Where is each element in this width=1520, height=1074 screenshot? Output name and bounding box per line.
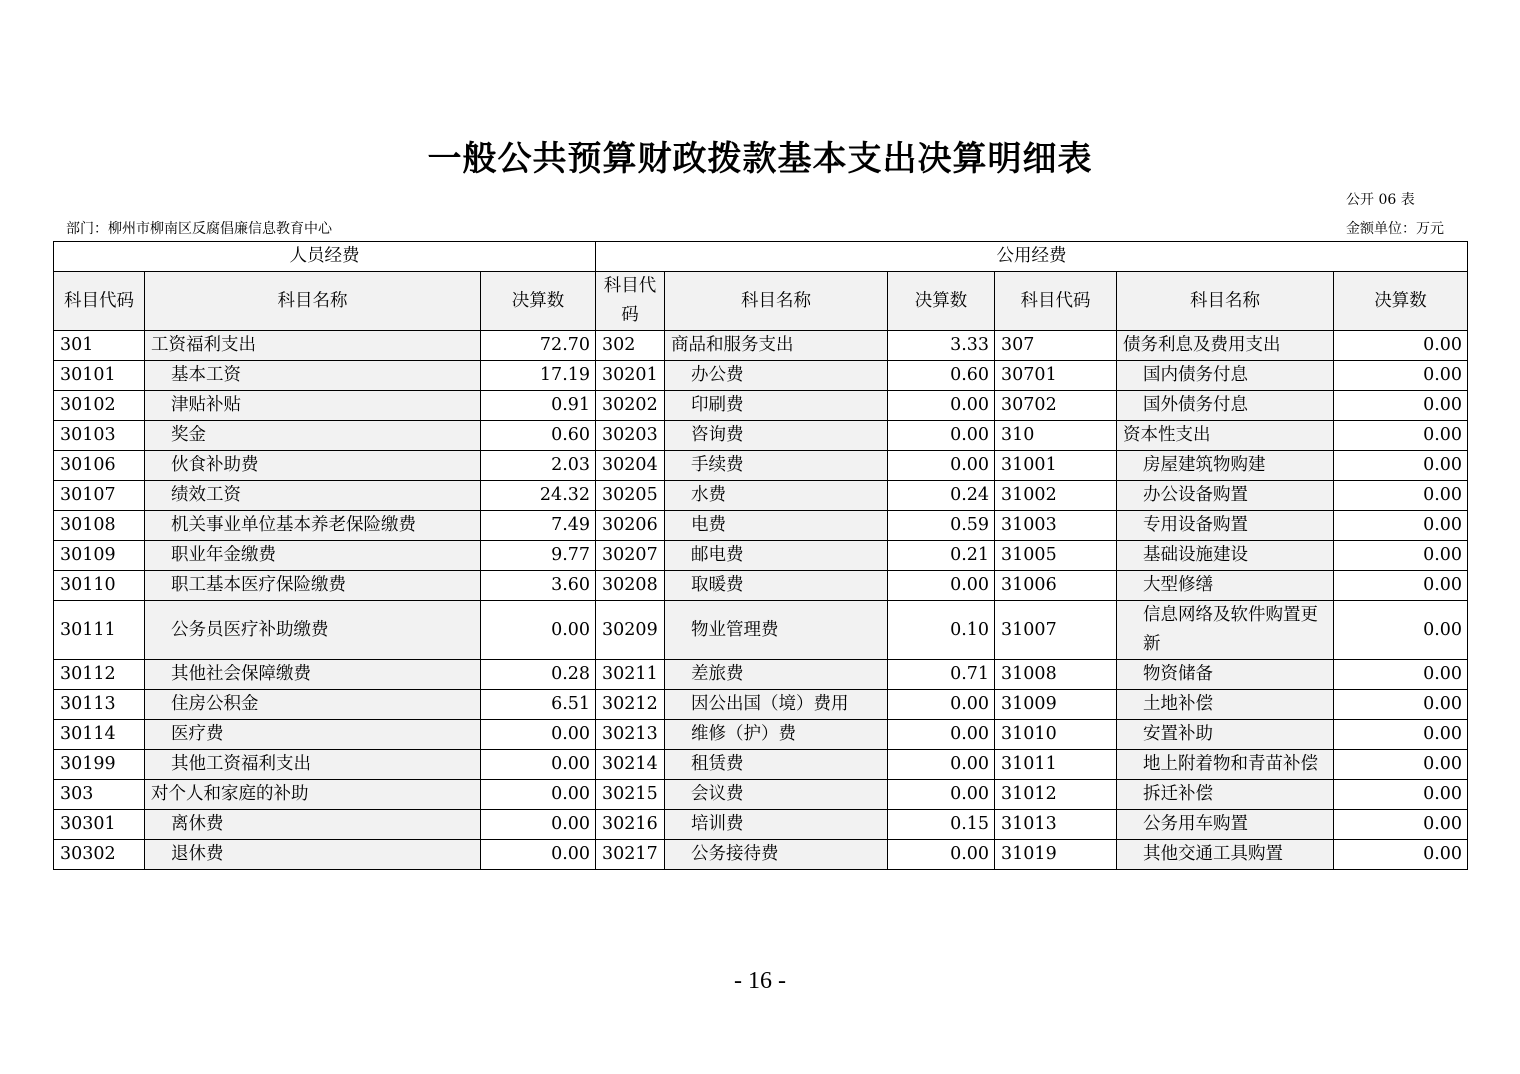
table-row	[54, 331, 1468, 361]
department-label: 部门：柳州市柳南区反腐倡廉信息教育中心	[66, 221, 332, 237]
table-row	[54, 601, 1468, 660]
cell-name: 办公费	[665, 361, 888, 391]
cell-name: 大型修缮	[1117, 571, 1334, 601]
cell-code: 31002	[995, 481, 1117, 511]
cell-name: 拆迁补偿	[1117, 780, 1334, 810]
cell-code: 30110	[54, 571, 145, 601]
table-row	[54, 391, 1468, 421]
cell-name: 公务用车购置	[1117, 810, 1334, 840]
cell-name: 公务员医疗补助缴费	[145, 601, 481, 660]
cell-amount: 7.49	[481, 511, 596, 541]
cell-name: 物业管理费	[665, 601, 888, 660]
cell-code: 30209	[596, 601, 665, 660]
cell-code: 31006	[995, 571, 1117, 601]
cell-amount: 0.59	[888, 511, 995, 541]
cell-name: 国内债务付息	[1117, 361, 1334, 391]
table-row	[54, 720, 1468, 750]
cell-amount: 0.00	[888, 840, 995, 870]
cell-amount: 0.00	[888, 690, 995, 720]
table-row	[54, 780, 1468, 810]
cell-name: 其他社会保障缴费	[145, 660, 481, 690]
cell-name: 奖金	[145, 421, 481, 451]
cell-name: 土地补偿	[1117, 690, 1334, 720]
cell-amount: 0.60	[481, 421, 596, 451]
cell-code: 301	[54, 331, 145, 361]
cell-name: 津贴补贴	[145, 391, 481, 421]
cell-amount: 0.71	[888, 660, 995, 690]
cell-code: 30207	[596, 541, 665, 571]
cell-amount: 0.00	[1334, 780, 1468, 810]
cell-code: 30109	[54, 541, 145, 571]
cell-amount: 0.60	[888, 361, 995, 391]
cell-amount: 0.00	[1334, 750, 1468, 780]
cell-code: 30701	[995, 361, 1117, 391]
cell-name: 因公出国（境）费用	[665, 690, 888, 720]
cell-code: 30102	[54, 391, 145, 421]
cell-code: 30216	[596, 810, 665, 840]
header-name-capital: 科目名称	[1117, 272, 1334, 331]
cell-amount: 0.00	[1334, 840, 1468, 870]
cell-name: 取暖费	[665, 571, 888, 601]
header-amount-goods: 决算数	[888, 272, 995, 331]
cell-code: 30208	[596, 571, 665, 601]
table-row	[54, 541, 1468, 571]
unit-label: 金额单位：万元	[1346, 221, 1444, 237]
cell-amount: 0.00	[481, 810, 596, 840]
cell-name: 维修（护）费	[665, 720, 888, 750]
header-name-personnel: 科目名称	[145, 272, 481, 331]
cell-amount: 0.15	[888, 810, 995, 840]
cell-code: 30302	[54, 840, 145, 870]
cell-name: 住房公积金	[145, 690, 481, 720]
cell-code: 30213	[596, 720, 665, 750]
header-code-capital: 科目代码	[995, 272, 1117, 331]
cell-name: 职业年金缴费	[145, 541, 481, 571]
table-row	[54, 571, 1468, 601]
cell-code: 31013	[995, 810, 1117, 840]
cell-name: 国外债务付息	[1117, 391, 1334, 421]
cell-code: 31008	[995, 660, 1117, 690]
cell-name: 机关事业单位基本养老保险缴费	[145, 511, 481, 541]
header-code-goods: 科目代码	[596, 272, 665, 331]
cell-code: 30201	[596, 361, 665, 391]
cell-name: 伙食补助费	[145, 451, 481, 481]
header-amount-personnel: 决算数	[481, 272, 596, 331]
table-row	[54, 750, 1468, 780]
cell-code: 30111	[54, 601, 145, 660]
cell-code: 30206	[596, 511, 665, 541]
cell-name: 绩效工资	[145, 481, 481, 511]
cell-code: 30103	[54, 421, 145, 451]
cell-code: 31003	[995, 511, 1117, 541]
cell-name: 债务利息及费用支出	[1117, 331, 1334, 361]
cell-name: 专用设备购置	[1117, 511, 1334, 541]
cell-amount: 0.00	[888, 421, 995, 451]
cell-code: 307	[995, 331, 1117, 361]
cell-code: 31012	[995, 780, 1117, 810]
cell-code: 30203	[596, 421, 665, 451]
cell-name: 手续费	[665, 451, 888, 481]
table-row	[54, 421, 1468, 451]
cell-name: 安置补助	[1117, 720, 1334, 750]
cell-amount: 0.00	[888, 780, 995, 810]
cell-name: 办公设备购置	[1117, 481, 1334, 511]
cell-code: 30114	[54, 720, 145, 750]
cell-amount: 0.00	[1334, 361, 1468, 391]
cell-code: 30113	[54, 690, 145, 720]
table-row	[54, 660, 1468, 690]
cell-name: 基础设施建设	[1117, 541, 1334, 571]
cell-amount: 0.91	[481, 391, 596, 421]
cell-name: 公务接待费	[665, 840, 888, 870]
table-row	[54, 481, 1468, 511]
cell-amount: 0.00	[888, 391, 995, 421]
cell-code: 30101	[54, 361, 145, 391]
cell-code: 30702	[995, 391, 1117, 421]
cell-name: 其他交通工具购置	[1117, 840, 1334, 870]
cell-name: 差旅费	[665, 660, 888, 690]
cell-amount: 0.00	[1334, 720, 1468, 750]
page-title: 一般公共预算财政拨款基本支出决算明细表	[427, 139, 1093, 179]
cell-code: 30199	[54, 750, 145, 780]
cell-code: 31005	[995, 541, 1117, 571]
cell-amount: 3.33	[888, 331, 995, 361]
page-number: - 16 -	[734, 968, 786, 994]
cell-amount: 2.03	[481, 451, 596, 481]
cell-amount: 0.00	[1334, 660, 1468, 690]
cell-name: 水费	[665, 481, 888, 511]
cell-amount: 0.24	[888, 481, 995, 511]
cell-amount: 6.51	[481, 690, 596, 720]
cell-code: 30108	[54, 511, 145, 541]
cell-code: 30202	[596, 391, 665, 421]
cell-code: 30107	[54, 481, 145, 511]
cell-name: 印刷费	[665, 391, 888, 421]
cell-amount: 0.00	[888, 720, 995, 750]
header-amount-capital: 决算数	[1334, 272, 1468, 331]
cell-name: 租赁费	[665, 750, 888, 780]
table-row	[54, 840, 1468, 870]
cell-amount: 0.00	[481, 840, 596, 870]
section-personnel-header: 人员经费	[54, 242, 596, 272]
cell-code: 30215	[596, 780, 665, 810]
cell-name: 信息网络及软件购置更新	[1117, 601, 1334, 660]
table-row	[54, 361, 1468, 391]
cell-amount: 0.00	[1334, 690, 1468, 720]
cell-code: 31007	[995, 601, 1117, 660]
cell-code: 31010	[995, 720, 1117, 750]
cell-name: 基本工资	[145, 361, 481, 391]
cell-amount: 0.00	[1334, 541, 1468, 571]
cell-name: 房屋建筑物购建	[1117, 451, 1334, 481]
cell-code: 31019	[995, 840, 1117, 870]
cell-code: 302	[596, 331, 665, 361]
cell-amount: 0.00	[481, 720, 596, 750]
cell-amount: 9.77	[481, 541, 596, 571]
cell-amount: 72.70	[481, 331, 596, 361]
table-row	[54, 690, 1468, 720]
cell-amount: 3.60	[481, 571, 596, 601]
cell-name: 对个人和家庭的补助	[145, 780, 481, 810]
cell-amount: 17.19	[481, 361, 596, 391]
cell-code: 30217	[596, 840, 665, 870]
cell-amount: 0.00	[1334, 421, 1468, 451]
cell-amount: 0.00	[481, 750, 596, 780]
cell-amount: 0.21	[888, 541, 995, 571]
cell-code: 30112	[54, 660, 145, 690]
cell-amount: 0.00	[1334, 481, 1468, 511]
cell-name: 邮电费	[665, 541, 888, 571]
cell-code: 31011	[995, 750, 1117, 780]
cell-code: 30211	[596, 660, 665, 690]
cell-code: 30212	[596, 690, 665, 720]
section-public-header: 公用经费	[596, 242, 1468, 272]
cell-name: 资本性支出	[1117, 421, 1334, 451]
expenditure-table	[53, 241, 1468, 870]
cell-name: 咨询费	[665, 421, 888, 451]
cell-amount: 0.00	[888, 451, 995, 481]
cell-name: 物资储备	[1117, 660, 1334, 690]
header-name-goods: 科目名称	[665, 272, 888, 331]
cell-amount: 24.32	[481, 481, 596, 511]
cell-name: 退休费	[145, 840, 481, 870]
cell-amount: 0.00	[888, 571, 995, 601]
cell-code: 30214	[596, 750, 665, 780]
cell-name: 离休费	[145, 810, 481, 840]
cell-amount: 0.10	[888, 601, 995, 660]
cell-code: 310	[995, 421, 1117, 451]
cell-name: 商品和服务支出	[665, 331, 888, 361]
header-code-personnel: 科目代码	[54, 272, 145, 331]
cell-name: 其他工资福利支出	[145, 750, 481, 780]
cell-amount: 0.00	[1334, 391, 1468, 421]
cell-code: 31009	[995, 690, 1117, 720]
cell-amount: 0.00	[1334, 810, 1468, 840]
table-row	[54, 810, 1468, 840]
cell-code: 30204	[596, 451, 665, 481]
form-number: 公开 06 表	[1346, 192, 1415, 208]
cell-amount: 0.00	[1334, 571, 1468, 601]
cell-code: 30301	[54, 810, 145, 840]
cell-amount: 0.00	[1334, 451, 1468, 481]
table-row	[54, 511, 1468, 541]
table-row	[54, 451, 1468, 481]
cell-amount: 0.00	[481, 780, 596, 810]
cell-name: 培训费	[665, 810, 888, 840]
cell-name: 会议费	[665, 780, 888, 810]
cell-name: 医疗费	[145, 720, 481, 750]
cell-name: 职工基本医疗保险缴费	[145, 571, 481, 601]
cell-amount: 0.00	[888, 750, 995, 780]
cell-amount: 0.00	[481, 601, 596, 660]
cell-code: 30205	[596, 481, 665, 511]
cell-code: 30106	[54, 451, 145, 481]
cell-name: 电费	[665, 511, 888, 541]
cell-amount: 0.00	[1334, 601, 1468, 660]
cell-amount: 0.28	[481, 660, 596, 690]
cell-amount: 0.00	[1334, 511, 1468, 541]
cell-name: 地上附着物和青苗补偿	[1117, 750, 1334, 780]
cell-code: 303	[54, 780, 145, 810]
cell-code: 31001	[995, 451, 1117, 481]
cell-name: 工资福利支出	[145, 331, 481, 361]
cell-amount: 0.00	[1334, 331, 1468, 361]
